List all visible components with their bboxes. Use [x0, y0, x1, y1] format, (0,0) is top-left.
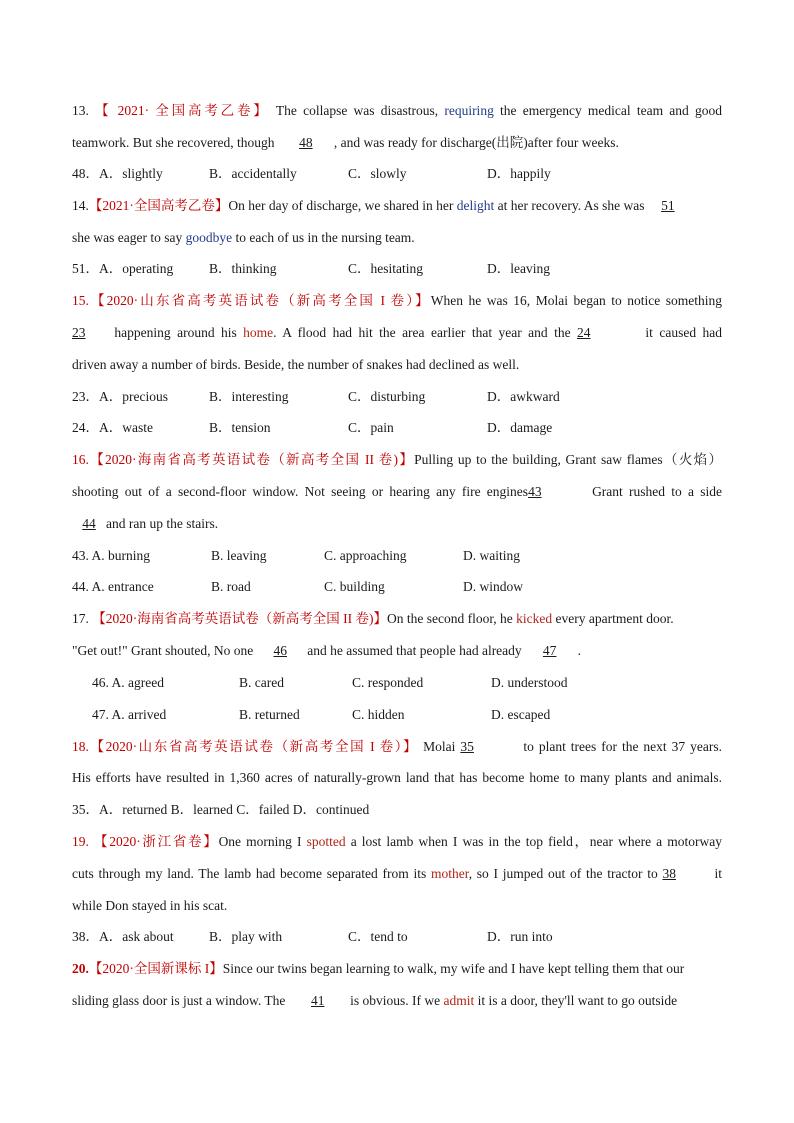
q18-source-tag: 【2020·山东省高考英语试卷（新高考全国 I 卷）】: [88, 739, 419, 754]
q19-line-1: 19. 【2020·浙江省卷】One morning I spotted a lost lamb when I was in the top field，near where a motorway: [72, 834, 723, 849]
blank-43: 43: [528, 484, 542, 499]
blank-44: 44: [82, 516, 96, 531]
q13-line-2: teamwork. But she recovered, though 48 , and was ready for discharge(出院)after four weeks.: [72, 135, 619, 150]
q15-line-1: 15.【2020·山东省高考英语试卷（新高考全国 I 卷）】When he was 16, Molai began to notice something: [72, 293, 723, 308]
option-23-a: 23．A．precious: [72, 389, 168, 404]
option-51-a: 51．A．operating: [72, 261, 174, 276]
option-23-c: C．disturbing: [348, 389, 426, 404]
option-43-a: 43. A. burning: [72, 548, 151, 563]
option-48-b: B．accidentally: [209, 166, 297, 181]
blank-24: 24: [577, 325, 591, 340]
q18-line-2: His efforts have resulted in 1,360 acres of naturally-grown land that has become home to many plants and animals.: [72, 770, 722, 785]
option-43-b: B. leaving: [211, 548, 267, 563]
option-46-b: B. cared: [239, 675, 284, 690]
q20-line-2: sliding glass door is just a window. The 41 is obvious. If we admit it is a door, they'll want to go outside: [72, 993, 678, 1008]
blank-41: 41: [311, 993, 325, 1008]
option-24-c: C．pain: [348, 420, 394, 435]
option-44-c: C. building: [324, 579, 385, 594]
option-46-a: 46. A. agreed: [92, 675, 164, 690]
option-48-c: C．slowly: [348, 166, 407, 181]
option-23-d: D．awkward: [487, 389, 560, 404]
q13-source-tag: 【 2021· 全国高考乙卷】: [95, 103, 270, 118]
q16-line-2: shooting out of a second-floor window. Not seeing or hearing any fire engines43 Grant rushed to a side: [72, 484, 722, 499]
q19-source-tag: 【2020·浙江省卷】: [93, 834, 219, 849]
blank-35: 35: [460, 739, 474, 754]
q19-line-2: cuts through my land. The lamb had become separated from its mother, so I jumped out of the tractor to 38 it: [72, 866, 722, 881]
option-23-b: B．interesting: [209, 389, 289, 404]
q14-source-tag: 【2021·全国高考乙卷】: [88, 198, 229, 213]
q15-line-3: driven away a number of birds. Beside, the number of snakes had declined as well.: [72, 357, 520, 372]
q13-line-1: 13. 【 2021· 全国高考乙卷】 The collapse was disastrous, requiring the emergency medical team and good: [72, 103, 723, 118]
option-38-d: D．run into: [487, 929, 553, 944]
q20-line-1: 20.【2020·全国新课标 I】Since our twins began learning to walk, my wife and I have kept telling them that our: [72, 961, 685, 976]
q17-line-2: "Get out!" Grant shouted, No one 46 and he assumed that people had already 47 .: [72, 643, 582, 658]
option-24-d: D．damage: [487, 420, 553, 435]
blank-46: 46: [273, 643, 287, 658]
option-44-a: 44. A. entrance: [72, 579, 154, 594]
option-46-d: D. understood: [491, 675, 568, 690]
q16-line-3: 44 and ran up the stairs.: [72, 515, 722, 533]
option-46-c: C. responded: [352, 675, 424, 690]
q17-source-tag: 【2020·海南省高考英语试卷（新高考全国 II 卷)】: [92, 611, 387, 626]
option-51-d: D．leaving: [487, 261, 550, 276]
option-47-d: D. escaped: [491, 707, 551, 722]
q18-line-1: 18.【2020·山东省高考英语试卷（新高考全国 I 卷）】 Molai 35 to plant trees for the next 37 years.: [72, 739, 722, 754]
option-24-b: B．tension: [209, 420, 271, 435]
option-51-b: B．thinking: [209, 261, 277, 276]
q14-line-2: she was eager to say goodbye to each of us in the nursing team.: [72, 230, 415, 245]
blank-38: 38: [662, 866, 676, 881]
option-43-c: C. approaching: [324, 548, 407, 563]
q15-source-tag: 【2020·山东省高考英语试卷（新高考全国 I 卷）】: [88, 293, 431, 308]
blank-48: 48: [299, 135, 313, 150]
option-48-d: D．happily: [487, 166, 551, 181]
option-38-b: B．play with: [209, 929, 283, 944]
q17-line-1: 17. 【2020·海南省高考英语试卷（新高考全国 II 卷)】On the second floor, he kicked every apartment door.: [72, 611, 674, 626]
options-35: 35．A．returned B．learned C．failed D．continued: [72, 802, 370, 817]
option-44-b: B. road: [211, 579, 251, 594]
q14-line-1: 14.【2021·全国高考乙卷】On her day of discharge, we shared in her delight at her recovery. As she was 51: [72, 197, 722, 215]
q16-source-tag: 【2020·海南省高考英语试卷（新高考全国 II 卷)】: [88, 452, 415, 467]
blank-47: 47: [542, 643, 557, 658]
option-38-c: C．tend to: [348, 929, 408, 944]
option-48-a: 48．A．slightly: [72, 166, 163, 181]
option-24-a: 24．A．waste: [72, 420, 153, 435]
blank-23: 23: [72, 325, 86, 340]
option-43-d: D. waiting: [463, 548, 520, 563]
blank-51: 51: [661, 198, 675, 213]
option-47-a: 47. A. arrived: [92, 707, 167, 722]
option-44-d: D. window: [463, 579, 523, 594]
q15-line-2: 23 happening around his home. A flood had hit the area earlier that year and the 24 it caused had: [72, 325, 722, 340]
option-47-c: C. hidden: [352, 707, 405, 722]
q16-line-1: 16.【2020·海南省高考英语试卷（新高考全国 II 卷)】Pulling up to the building, Grant saw flames（火焰）: [72, 452, 722, 467]
option-38-a: 38．A．ask about: [72, 929, 174, 944]
option-51-c: C．hesitating: [348, 261, 423, 276]
q19-line-3: while Don stayed in his scat.: [72, 898, 228, 913]
q20-source-tag: 【2020·全国新课标 I】: [88, 961, 223, 976]
option-47-b: B. returned: [239, 707, 300, 722]
